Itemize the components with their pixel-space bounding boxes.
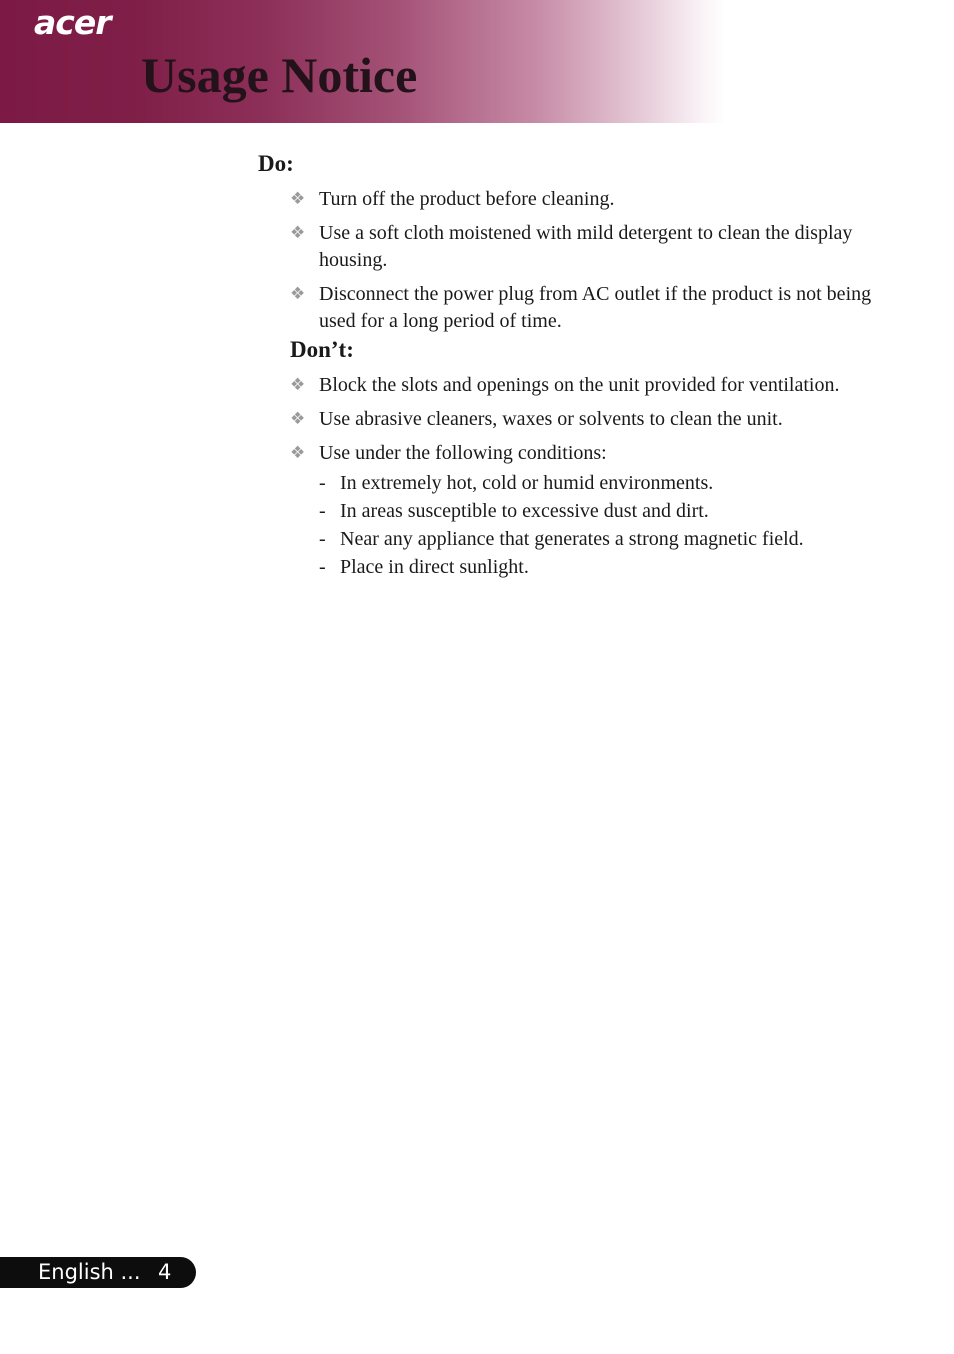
do-heading: Do:: [258, 151, 294, 176]
acer-logo: acer: [34, 3, 111, 42]
condition-text: Near any appliance that generates a strong magnetic field.: [340, 528, 804, 550]
do-item-turn-off: [290, 186, 900, 213]
page-footer-tab: [0, 1257, 196, 1288]
do-item-text: Turn off the product before cleaning.: [319, 188, 615, 210]
do-item-soft-cloth: [290, 220, 900, 274]
dash-bullet: -: [319, 500, 326, 522]
do-item-disconnect: [290, 281, 900, 335]
condition-text: Place in direct sunlight.: [340, 556, 529, 578]
dont-item-abrasive-cleaners: [290, 406, 900, 433]
condition-item: [319, 525, 900, 553]
dont-item-block-slots: [290, 372, 900, 399]
dont-item-text: Use abrasive cleaners, waxes or solvents to clean the unit.: [319, 408, 783, 430]
condition-item: [319, 497, 900, 525]
dont-item-text: Block the slots and openings on the unit provided for ventilation.: [319, 374, 840, 396]
do-item-text: Use a soft cloth moistened with mild detergent to clean the display housing.: [319, 222, 853, 271]
four-diamond-bullet-icon: ❖: [290, 189, 306, 209]
condition-item: [319, 553, 900, 581]
four-diamond-bullet-icon: ❖: [290, 409, 306, 429]
do-list: [290, 186, 900, 342]
dash-bullet: -: [319, 472, 326, 494]
four-diamond-bullet-icon: ❖: [290, 284, 306, 304]
page-number: 4: [158, 1260, 172, 1284]
dont-item-conditions: [290, 440, 900, 581]
four-diamond-bullet-icon: ❖: [290, 375, 306, 395]
condition-text: In areas susceptible to excessive dust and dirt.: [340, 500, 709, 522]
dont-heading: Don’t:: [290, 337, 354, 362]
four-diamond-bullet-icon: ❖: [290, 223, 306, 243]
dash-bullet: -: [319, 556, 326, 578]
dont-item-text: Use under the following conditions:: [319, 442, 607, 464]
four-diamond-bullet-icon: ❖: [290, 443, 306, 463]
do-item-text: Disconnect the power plug from AC outlet if the product is not being used for a long period of time.: [319, 283, 872, 332]
condition-item: [319, 469, 900, 497]
dash-bullet: -: [319, 528, 326, 550]
footer-language: English ...: [38, 1260, 141, 1284]
condition-text: In extremely hot, cold or humid environments.: [340, 472, 714, 494]
dont-list: [290, 372, 900, 588]
page-title: Usage Notice: [141, 47, 418, 103]
conditions-list: [319, 469, 900, 581]
header-banner: [0, 0, 954, 123]
